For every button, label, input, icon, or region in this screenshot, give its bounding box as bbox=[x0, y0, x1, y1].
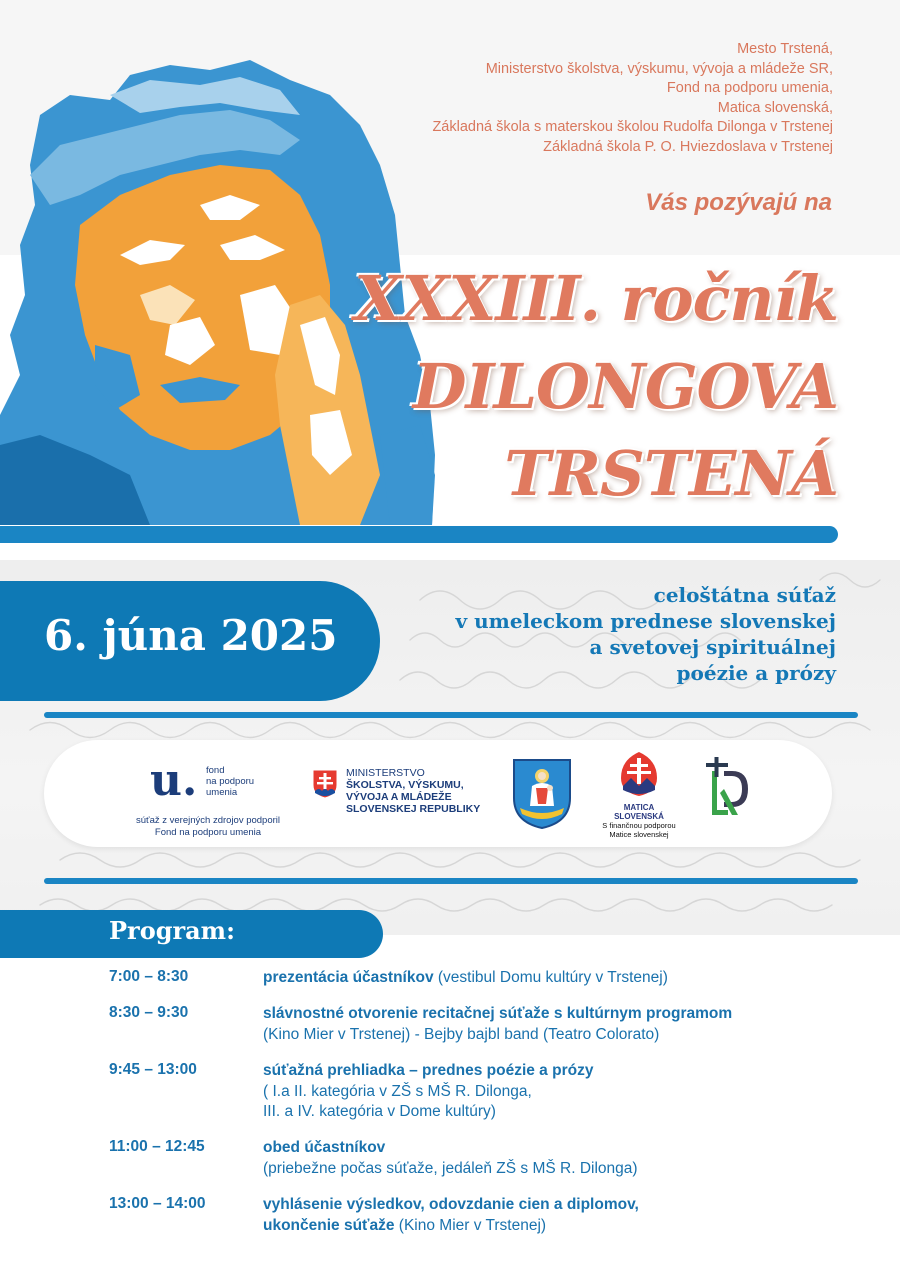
program-line-normal: (priebežne počas súťaže, jedáleň ZŠ s MŠ R. Dilonga) bbox=[263, 1159, 638, 1177]
ministry-name-line: ŠKOLSTVA, VÝSKUMU, bbox=[346, 779, 464, 791]
partner-logos bbox=[44, 740, 832, 847]
program-detail bbox=[263, 1061, 593, 1123]
fpu-name bbox=[206, 765, 254, 798]
matica-support-line: S finančnou podporou bbox=[602, 821, 676, 830]
title-event-name: DILONGOVA bbox=[412, 350, 838, 423]
fpu-name-line: umenia bbox=[206, 787, 238, 798]
organizer-line: Fond na podporu umenia, bbox=[666, 80, 833, 96]
program-line bbox=[263, 1216, 639, 1237]
program-time: 11:00 – 12:45 bbox=[109, 1138, 205, 1155]
program-line bbox=[263, 1102, 593, 1123]
divider-lower bbox=[44, 878, 858, 884]
program-line bbox=[263, 1082, 593, 1103]
description-line: a svetovej spirituálnej bbox=[589, 635, 836, 659]
ministry-logo bbox=[312, 767, 492, 827]
fpu-caption-line: súťaž z verejných zdrojov podporil bbox=[135, 815, 281, 826]
matica-support bbox=[594, 821, 684, 839]
ministry-name-line: VÝVOJA A MLÁDEŽE bbox=[346, 791, 452, 803]
fpu-caption-line: Fond na podporu umenia bbox=[154, 827, 262, 838]
program-line-normal: III. a IV. kategória v Dome kultúry) bbox=[263, 1103, 496, 1120]
matica-name bbox=[594, 803, 684, 821]
fpu-mark: u. bbox=[150, 755, 198, 806]
program-line-normal: (vestibul Domu kultúry v Trstenej) bbox=[433, 969, 668, 986]
invite-text: Vás pozývajú na bbox=[645, 189, 832, 216]
event-date: 6. júna 2025 bbox=[44, 611, 338, 660]
program-line-bold: prezentácia účastníkov bbox=[263, 969, 434, 986]
ministry-name-line: SLOVENSKEJ REPUBLIKY bbox=[346, 803, 481, 815]
organizer-line: Základná škola s materskou školou Rudolfa Dilonga v Trstenej bbox=[432, 119, 833, 135]
program-line-bold: ukončenie súťaže bbox=[263, 1216, 395, 1234]
program-time: 8:30 – 9:30 bbox=[109, 1004, 189, 1021]
program-time: 9:45 – 13:00 bbox=[109, 1061, 197, 1078]
program-heading: Program: bbox=[109, 916, 235, 945]
matica-logo bbox=[594, 750, 684, 839]
matica-name-line: SLOVENSKÁ bbox=[614, 812, 664, 821]
program-line bbox=[263, 1004, 732, 1025]
program-line-normal: ( I.a II. kategória v ZŠ s MŠ R. Dilonga, bbox=[263, 1082, 532, 1100]
matica-name-line: MATICA bbox=[623, 803, 655, 812]
program-detail bbox=[263, 1195, 639, 1236]
matica-support-line: Matice slovenskej bbox=[609, 830, 669, 839]
program-line-normal: (Kino Mier v Trstenej) bbox=[394, 1216, 547, 1234]
organizer-line: Mesto Trstená, bbox=[737, 41, 833, 57]
program-line-bold: súťažná prehliadka – prednes poézie a prózy bbox=[263, 1062, 594, 1079]
title-edition: XXXIII. ročník bbox=[354, 262, 838, 335]
description-line: celoštátna súťaž bbox=[653, 583, 836, 607]
program-line bbox=[263, 1061, 593, 1082]
program-line bbox=[263, 1025, 732, 1046]
program-line bbox=[263, 1159, 638, 1180]
title-town: TRSTENÁ bbox=[504, 437, 838, 510]
fpu-caption bbox=[118, 815, 298, 839]
divider-middle bbox=[44, 712, 858, 718]
divider-top bbox=[0, 526, 838, 543]
slovak-coat-of-arms-icon bbox=[312, 769, 338, 799]
trstena-coat-of-arms-icon bbox=[512, 758, 572, 830]
event-description bbox=[456, 582, 836, 686]
program-detail bbox=[263, 968, 668, 989]
program-time: 13:00 – 14:00 bbox=[109, 1195, 206, 1212]
ministry-name bbox=[346, 767, 480, 815]
program-line bbox=[263, 1195, 639, 1216]
program-detail bbox=[263, 1138, 638, 1179]
fpu-name-line: na podporu bbox=[206, 776, 255, 787]
program-line-bold: obed účastníkov bbox=[263, 1139, 386, 1156]
organizers-list bbox=[432, 40, 833, 157]
description-line: poézie a prózy bbox=[676, 661, 836, 685]
fpu-name-line: fond bbox=[206, 765, 225, 776]
organizer-line: Základná škola P. O. Hviezdoslava v Trstenej bbox=[543, 138, 833, 155]
ministry-name-line: MINISTERSTVO bbox=[346, 767, 425, 779]
matica-emblem-icon bbox=[617, 750, 661, 798]
organizer-line: Matica slovenská, bbox=[717, 99, 833, 116]
program-line bbox=[263, 968, 668, 989]
organizer-line: Ministerstvo školstva, výskumu, vývoja a mládeže SR, bbox=[485, 60, 833, 77]
program-line-bold: slávnostné otvorenie recitačnej súťaže s kultúrnym programom bbox=[263, 1005, 733, 1022]
rd-school-logo-icon bbox=[704, 757, 752, 819]
program-line-bold: vyhlásenie výsledkov, odovzdanie cien a diplomov, bbox=[263, 1196, 639, 1213]
program-line bbox=[263, 1138, 638, 1159]
program-line-normal: (Kino Mier v Trstenej) - Bejby bajbl band (Teatro Colorato) bbox=[263, 1025, 660, 1043]
program-time: 7:00 – 8:30 bbox=[109, 968, 189, 985]
description-line: v umeleckom prednese slovenskej bbox=[455, 609, 836, 633]
program-detail bbox=[263, 1004, 732, 1045]
